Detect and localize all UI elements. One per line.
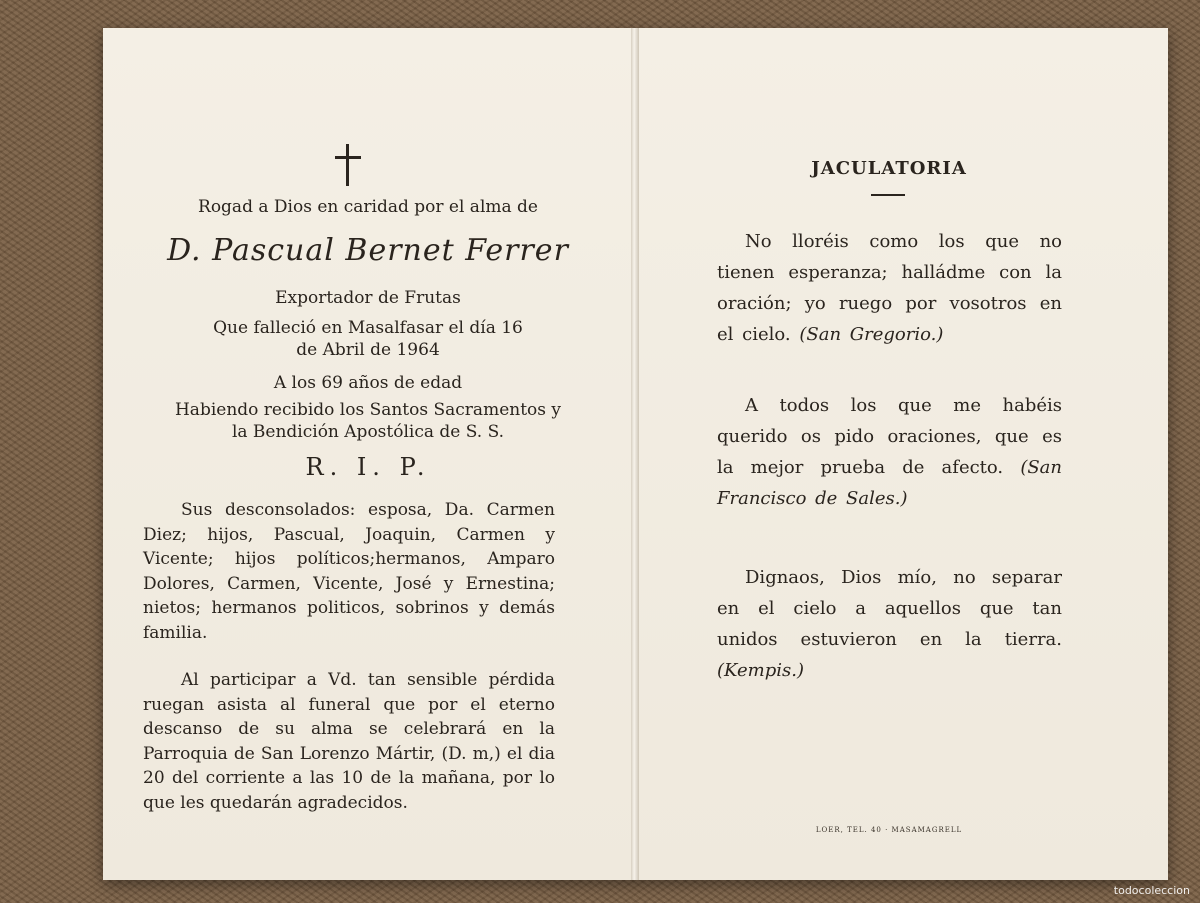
right-panel <box>639 28 1168 880</box>
watermark: todocoleccion <box>1113 884 1190 897</box>
quote-2 <box>717 390 1062 514</box>
quote-3-text: Dignaos, Dios mío, no separar en el cielo a aquellos que tan unidos estuvieron en la tierra. <box>717 567 1062 650</box>
quote-2-text: A todos los que me habéis querido os pido oraciones, que es la mejor prueba de afecto. <box>717 395 1062 478</box>
funeral-paragraph: Al participar a Vd. tan sensible pérdida ruegan asista al funeral que por el eterno descanso de su alma se celebrará en la Parroquia de San Lorenzo Mártir, (D. m,) el dia 20 del corriente a las 10 de la mañana, por lo que les quedarán agradecidos. <box>143 670 555 813</box>
sacraments-line-2: la Bendición Apostólica de S. S. <box>231 422 505 442</box>
family-paragraph: Sus desconsolados: esposa, Da. Carmen Diez; hijos, Pascual, Joaquin, Carmen y Vicente; hijos políticos;hermanos, Amparo Dolores, Carmen, Vicente, José y Ernestina; nietos; hermanos politicos, sobrinos y demás familia. <box>143 500 555 643</box>
title: JACULATORIA <box>811 158 967 179</box>
left-panel <box>103 28 631 880</box>
sacraments-line-1: Habiendo recibido los Santos Sacramentos y <box>174 400 561 420</box>
quote-1-source: (San Gregorio.) <box>799 324 944 345</box>
cross-icon <box>335 144 361 186</box>
card-fold <box>631 28 639 880</box>
occupation: Exportador de Frutas <box>275 288 461 308</box>
printer-imprint: LOER, TEL. 40 · MASAMAGRELL <box>815 826 963 834</box>
rip: R. I. P. <box>305 453 431 481</box>
quote-1 <box>717 226 1062 350</box>
deceased-name: D. Pascual Bernet Ferrer <box>167 233 569 268</box>
title-rule <box>871 194 905 196</box>
death-line-1: Que falleció en Masalfasar el día 16 <box>213 318 523 338</box>
quote-3-source: (Kempis.) <box>717 660 804 681</box>
quote-3 <box>717 562 1062 686</box>
intro-text: Rogad a Dios en caridad por el alma de <box>198 197 538 217</box>
quote-2-source: (San Francisco de Sales.) <box>717 457 1062 509</box>
death-line-2: de Abril de 1964 <box>296 340 440 360</box>
mourning-card <box>103 28 1168 880</box>
quote-1-text: No lloréis como los que no tienen esperanza; halládme con la oración; yo ruego por vosotros en el cielo. <box>717 231 1062 345</box>
age: A los 69 años de edad <box>273 373 463 393</box>
